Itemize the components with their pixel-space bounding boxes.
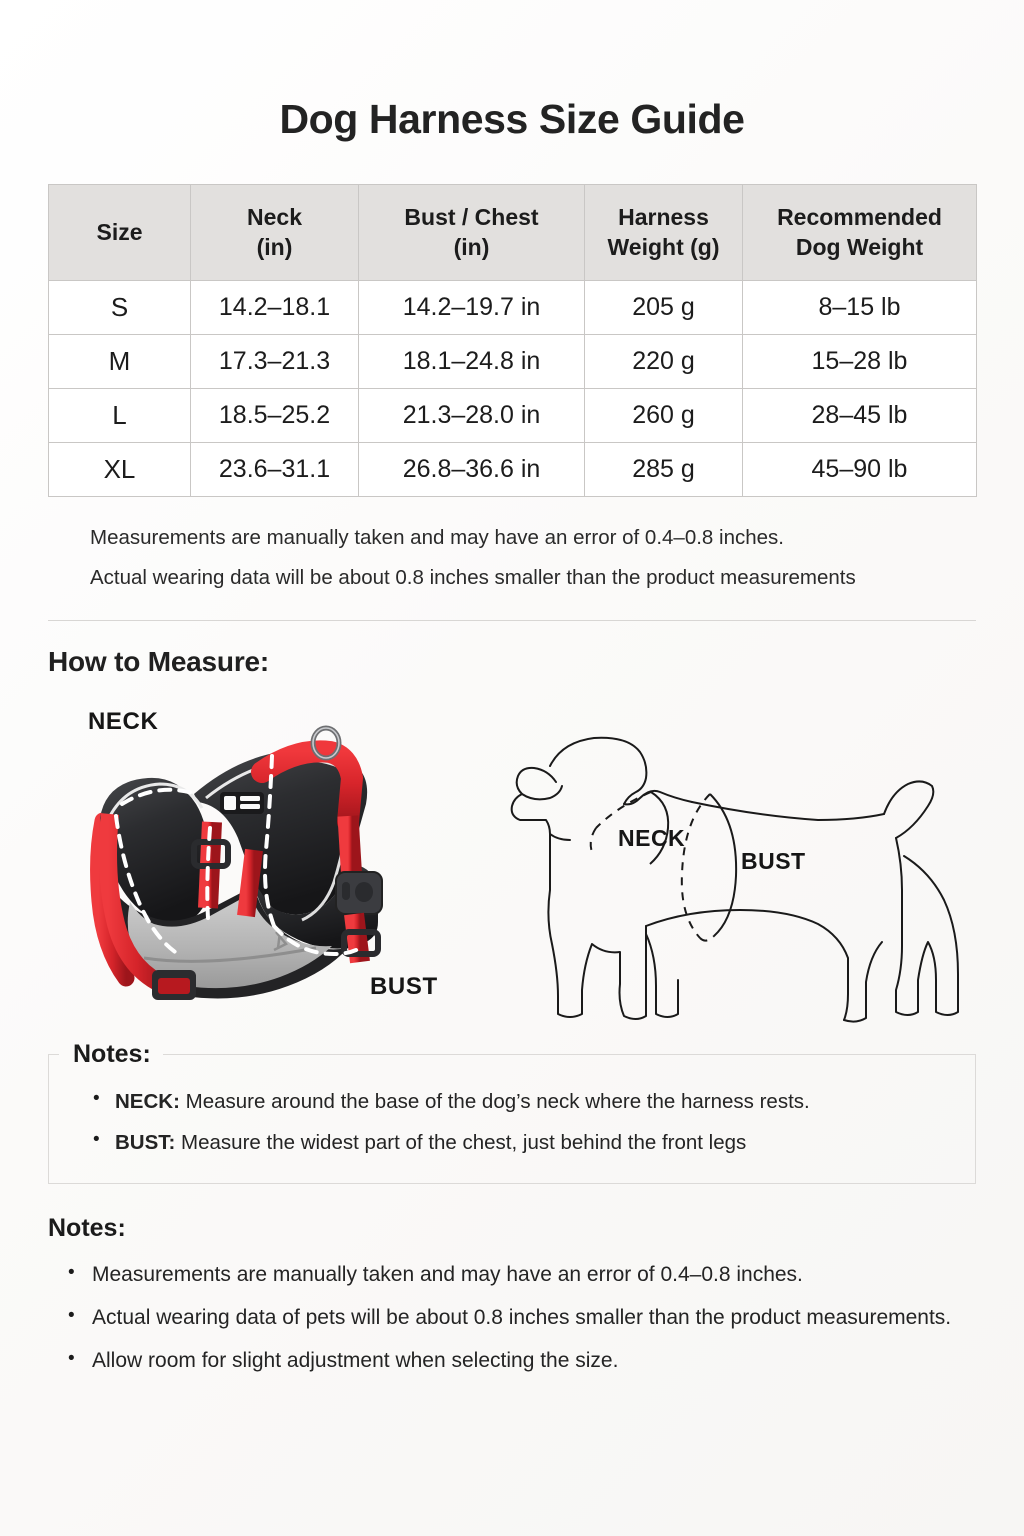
header-line-2: Dog Weight xyxy=(795,233,924,260)
dog-front-leg-rear xyxy=(646,934,678,1017)
dog-back-line xyxy=(692,802,884,820)
harness-front-buckle xyxy=(152,970,196,1000)
bottom-note-item: • Measurements are manually taken and may have an error of 0.4–0.8 inches. xyxy=(62,1254,976,1297)
dog-belly-and-rear-leg xyxy=(646,910,848,1020)
measure-note-neck-text: Measure around the base of the dog’s neck where the harness rests. xyxy=(179,1090,810,1114)
header-line-1: Bust / Chest xyxy=(404,204,539,231)
header-line-2: (in) xyxy=(453,233,490,260)
cell-bust: 26.8–36.6 in xyxy=(359,443,585,497)
harness-neck-label: NECK xyxy=(88,708,159,736)
cell-neck: 14.2–18.1 xyxy=(191,281,359,335)
cell-size: L xyxy=(49,389,191,443)
how-to-measure-heading: How to Measure: xyxy=(48,646,270,678)
cell-dog-weight: 8–15 lb xyxy=(743,281,977,335)
dog-neck-label: NECK xyxy=(618,825,686,852)
cell-dog-weight: 28–45 lb xyxy=(743,389,977,443)
size-chart-table xyxy=(48,184,977,497)
cell-neck: 17.3–21.3 xyxy=(191,335,359,389)
cell-bust: 18.1–24.8 in xyxy=(359,335,585,389)
measure-note-neck-term: NECK: xyxy=(115,1090,180,1114)
cell-size: S xyxy=(49,281,191,335)
bottom-notes-heading: Notes: xyxy=(48,1214,126,1243)
measure-illustrations xyxy=(48,686,976,1026)
column-header-harness-weight xyxy=(585,185,743,281)
header-line-1: Recommended xyxy=(777,204,942,231)
dog-bust-label: BUST xyxy=(741,848,806,875)
cell-size: XL xyxy=(49,443,191,497)
cell-harness-weight: 205 g xyxy=(585,281,743,335)
bottom-notes-section xyxy=(48,1214,976,1382)
cell-harness-weight: 260 g xyxy=(585,389,743,443)
cell-harness-weight: 220 g xyxy=(585,335,743,389)
dog-diagram xyxy=(488,694,976,1026)
bottom-note-item: • Allow room for slight adjustment when selecting the size. xyxy=(62,1340,976,1383)
header-line-2: (in) xyxy=(256,233,293,260)
table-row xyxy=(49,281,977,335)
measure-note-bust xyxy=(93,1122,965,1163)
dog-skull-top xyxy=(550,738,646,804)
dog-outline-front xyxy=(512,768,646,1019)
cell-bust: 21.3–28.0 in xyxy=(359,389,585,443)
table-header xyxy=(49,185,977,281)
harness-bust-label: BUST xyxy=(370,973,438,1001)
column-header-bust xyxy=(359,185,585,281)
dog-muzzle-line xyxy=(522,786,562,799)
column-header-dog-weight xyxy=(743,185,977,281)
bottom-note-item: • Actual wearing data of pets will be about 0.8 inches smaller than the product measurements. xyxy=(62,1297,976,1340)
table-footnote-2: Actual wearing data will be about 0.8 inches smaller than the product measurements xyxy=(90,566,856,590)
header-line-1: Neck xyxy=(247,204,302,231)
dog-bust-measure-ring xyxy=(682,794,736,941)
table-row xyxy=(49,335,977,389)
page-title: Dog Harness Size Guide xyxy=(279,96,745,142)
table-row xyxy=(49,443,977,497)
header-line-2: Weight (g) xyxy=(607,233,720,260)
harness-brand-patch xyxy=(220,792,264,814)
header-line-1: Harness xyxy=(618,204,709,231)
cell-harness-weight: 285 g xyxy=(585,443,743,497)
measure-notes-list xyxy=(59,1081,965,1163)
measure-note-neck xyxy=(93,1081,965,1122)
table-header-row xyxy=(49,185,977,281)
cell-neck: 23.6–31.1 xyxy=(191,443,359,497)
cell-dog-weight: 15–28 lb xyxy=(743,335,977,389)
column-header-neck xyxy=(191,185,359,281)
harness-side-buckle xyxy=(336,872,382,914)
measure-notes-legend: Notes: xyxy=(73,1040,151,1069)
measure-note-bust-text: Measure the widest part of the chest, just behind the front legs xyxy=(175,1131,747,1155)
harness-strap-center-right xyxy=(246,850,254,916)
table-footnote-1: Measurements are manually taken and may have an error of 0.4–0.8 inches. xyxy=(90,526,784,550)
dog-chest-front xyxy=(550,834,570,840)
cell-dog-weight: 45–90 lb xyxy=(743,443,977,497)
column-header-size xyxy=(49,185,191,281)
harness-illustration xyxy=(48,686,478,1026)
dog-hind-legs xyxy=(896,838,958,1015)
table-body xyxy=(49,281,977,497)
cell-size: M xyxy=(49,335,191,389)
cell-neck: 18.5–25.2 xyxy=(191,389,359,443)
table-row xyxy=(49,389,977,443)
header-line-1: Size xyxy=(96,218,143,245)
dog-svg xyxy=(488,694,976,1026)
dog-tail xyxy=(884,781,933,838)
table-footnotes xyxy=(48,518,976,598)
cell-bust: 14.2–19.7 in xyxy=(359,281,585,335)
dog-rear-leg-inner xyxy=(844,942,882,1022)
bottom-notes-list xyxy=(48,1254,976,1382)
measure-notes-box xyxy=(48,1040,976,1184)
section-divider xyxy=(48,620,976,621)
measure-note-bust-term: BUST: xyxy=(115,1131,176,1155)
